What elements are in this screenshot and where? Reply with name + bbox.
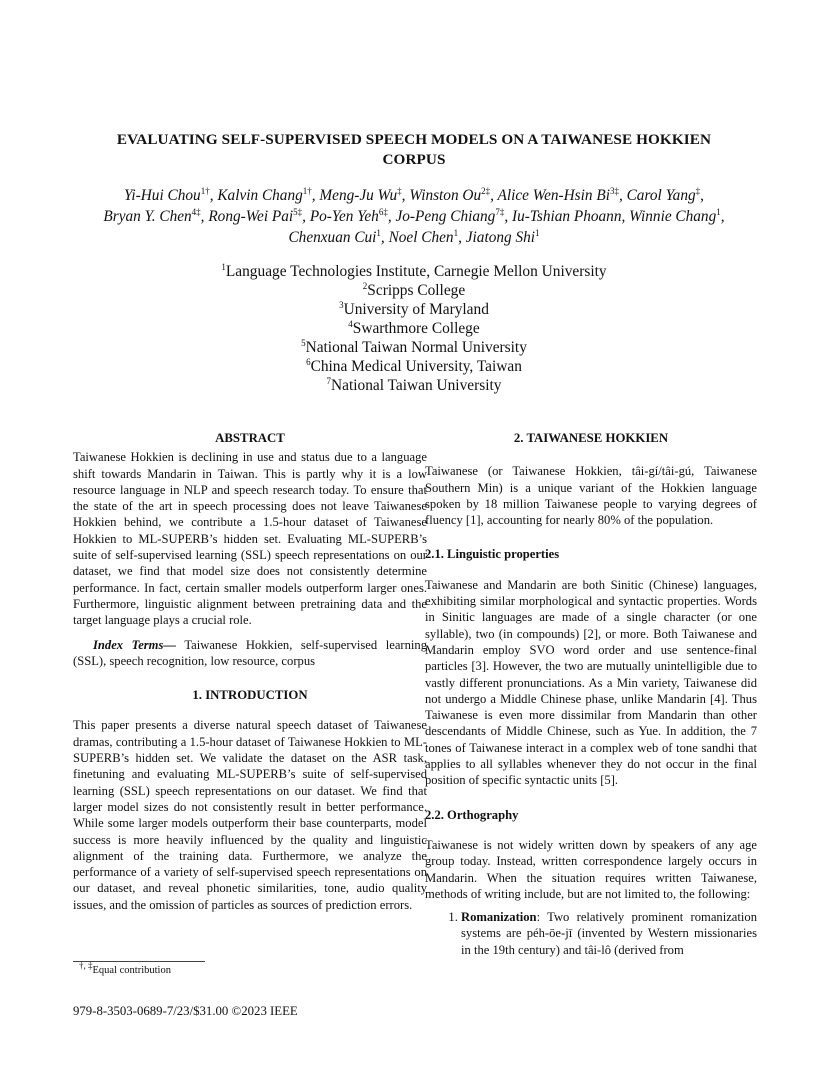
list-item bbox=[461, 909, 757, 958]
author-name: Carol Yang bbox=[626, 187, 696, 204]
affiliation-number: 7 bbox=[326, 375, 332, 386]
author-name: Yi-Hui Chou bbox=[124, 187, 201, 204]
author-list: Yi-Hui Chou$^{1\dagger}$, Kalvin Chang$^{1\dagger}$, Meng-Ju Wu‡, Winston $Ou^{2\ddagger}$, Alice Wen-Hsin $Bi^{3\ddagger}$, Carol Yang‡, Bryan Y. Chen$^{4\ddagger}$, Rong-Wei Pai$^{5\ddagger}$, Po-Yen Yeh$^{6\ddagger}$, Jo-Peng Chiang$^{7\ddagger}$, Iu-Tshian Phoann, Winnie Chang$^1$, Chenxuan Cui$^1$, Noel Chen$^1$, Jiatong Shi$^1$ bbox=[103, 185, 725, 246]
affiliation bbox=[150, 319, 678, 338]
author-name: Winston Ou bbox=[409, 187, 482, 204]
list-item-label: Romanization bbox=[461, 910, 537, 925]
author-name: Po-Yen Yeh bbox=[309, 208, 379, 225]
paper-title: EVALUATING SELF-SUPERVISED SPEECH MODELS ON A TAIWANESE HOKKIEN CORPUS bbox=[116, 131, 712, 168]
copyright-line: 979-8-3503-0689-7/23/$31.00 ©2023 IEEE bbox=[73, 1004, 298, 1018]
author-name: Kalvin Chang bbox=[217, 187, 303, 204]
author-affiliation-mark: 2‡ bbox=[481, 185, 491, 196]
author-affiliation-mark: 1 bbox=[716, 206, 721, 217]
index-terms-text: Taiwanese Hokkien, self-supervised learning (SSL), speech recognition, low resource, corpus bbox=[73, 637, 427, 668]
affiliation-number: 6 bbox=[306, 356, 311, 367]
author-affiliation-mark: 1 bbox=[376, 227, 381, 238]
left-column bbox=[73, 430, 427, 913]
section22-heading: 2.2. Orthography bbox=[425, 807, 519, 822]
author-affiliation-mark: 3‡ bbox=[609, 185, 619, 196]
list-item-text: : Two relatively prominent romanization systems are péh-ōe-jī (invented by Western missionaries in the 19th century) and tâi-lô (derived from bbox=[461, 910, 757, 957]
author-name: Rong-Wei Pai bbox=[208, 208, 294, 225]
author-name: Meng-Ju Wu bbox=[319, 187, 398, 204]
affiliation-number: 1 bbox=[221, 261, 226, 272]
affiliation-list bbox=[150, 262, 678, 395]
section22-text: Taiwanese is not widely written down by speakers of any age group today. Instead, written correspondence largely occurs in Mandarin. When the situation requires written Taiwanese, methods of writing include, but are not limited to, the following: bbox=[425, 837, 757, 901]
affiliation-number: 5 bbox=[301, 337, 306, 348]
intro-heading: 1. INTRODUCTION bbox=[192, 688, 308, 703]
abstract-heading: ABSTRACT bbox=[215, 431, 285, 445]
author-affiliation-mark: 7‡ bbox=[495, 206, 505, 217]
author-affiliation-mark: 1† bbox=[200, 185, 210, 196]
affiliation-number: 3 bbox=[339, 299, 344, 310]
section2-text: Taiwanese (or Taiwanese Hokkien, tâi-gí/tâi-gú, Taiwanese Southern Min) is a unique variant of the Hokkien language spoken by 18 million Taiwanese people to varying degrees of fluency [1], accounting for nearly 80% of the population. bbox=[425, 464, 757, 528]
footnote-text: Equal contribution bbox=[92, 965, 171, 976]
affiliation-name: Swarthmore College bbox=[352, 320, 480, 337]
section21-text: Taiwanese and Mandarin are both Sinitic (Chinese) languages, exhibiting similar morphological and syntactic properties. Words in Sinitic languages are made of a single character (or one syllable), two (in compounds) [2], or more. Both Taiwanese and Mandarin employ SVO word order and use sentence-final particles [3]. However, the two are mutually unintelligible due to vastly different pronunciations. As a Min variety, Taiwanese did not undergo a Middle Chinese phase, unlike Mandarin [4]. Thus Taiwanese is even more dissimilar from Mandarin than other descendants of Middle Chinese, such as Yue. In addition, the 7 tones of Taiwanese interact in a complex web of tone sandhi that applies to all syllables whenever they do not occur in the final position of specific syntactic units [5]. bbox=[425, 577, 757, 788]
index-terms-label: Index Terms— bbox=[93, 637, 176, 652]
index-terms bbox=[73, 637, 427, 670]
section2-heading: 2. TAIWANESE HOKKIEN bbox=[513, 431, 669, 445]
author-affiliation-mark: 1 bbox=[535, 227, 540, 238]
affiliation-number: 2 bbox=[362, 280, 368, 291]
author-affiliation-mark: 6‡ bbox=[378, 206, 388, 217]
author-affiliation-mark: 5‡ bbox=[293, 206, 303, 217]
affiliation-name: National Taiwan Normal University bbox=[305, 339, 527, 356]
author-name: Winnie Chang bbox=[629, 208, 717, 225]
footnote-marks: †, ‡ bbox=[79, 960, 93, 971]
affiliation-name: National Taiwan University bbox=[331, 377, 502, 394]
author-affiliation-mark: 1† bbox=[302, 185, 312, 196]
affiliation bbox=[150, 376, 678, 395]
footnote bbox=[79, 960, 171, 976]
author-affiliation-mark: 1 bbox=[453, 227, 459, 238]
author-name: Jiatong Shi bbox=[465, 229, 536, 246]
author-name: Noel Chen bbox=[388, 229, 454, 246]
affiliation bbox=[150, 262, 678, 281]
author-name: Iu-Tshian Phoann bbox=[511, 208, 622, 225]
author-affiliation-mark: ‡ bbox=[397, 185, 402, 196]
author-name: Chenxuan Cui bbox=[288, 229, 377, 246]
author-name: Jo-Peng Chiang bbox=[395, 208, 496, 225]
affiliation bbox=[150, 281, 678, 300]
affiliation-name: Scripps College bbox=[367, 282, 466, 299]
intro-text: This paper presents a diverse natural speech dataset of Taiwanese dramas, contributing a 1.5-hour dataset of Taiwanese Hokkien to ML-SUPERB’s hidden set. We validate the dataset on the ASR task, finetuning and evaluating ML-SUPERB’s suite of self-supervised learning (SSL) speech representations on our dataset. We find that larger model sizes do not consistently result in better performance. While some larger models outperform their base counterparts, model success is more heavily influenced by the quality and linguistic alignment of the training data. Furthermore, we analyze the performance of a variety of self-supervised speech representations on our dataset, and reveal phonetic similarities, tone, audio quality issues, and the omission of particles as sources of prediction errors. bbox=[73, 718, 427, 912]
author-name: Bryan Y. Chen bbox=[103, 208, 192, 225]
affiliation-name: China Medical University, Taiwan bbox=[310, 358, 522, 375]
author-affiliation-mark: ‡ bbox=[695, 185, 701, 196]
affiliation bbox=[150, 338, 678, 357]
affiliation-number: 4 bbox=[348, 318, 353, 329]
affiliation bbox=[150, 300, 678, 319]
section21-heading: 2.1. Linguistic properties bbox=[425, 547, 560, 562]
author-affiliation-mark: 4‡ bbox=[191, 206, 201, 217]
affiliation-name: University of Maryland bbox=[343, 301, 489, 318]
right-column bbox=[425, 430, 757, 958]
author-name: Alice Wen-Hsin Bi bbox=[497, 187, 610, 204]
orthography-list bbox=[425, 909, 757, 958]
abstract-text: Taiwanese Hokkien is declining in use and status due to a language shift towards Mandarin in Taiwan. This is partly why it is a low resource language in NLP and speech research today. To ensure that the state of the art in speech processing does not leave Taiwanese Hokkien behind, we contribute a 1.5-hour dataset of Taiwanese Hokkien to ML-SUPERB’s hidden set. Evaluating ML-SUPERB’s suite of self-supervised learning (SSL) speech representations on our dataset, we find that model size does not consistently determine performance. In fact, certain smaller models outperform larger ones. Furthermore, linguistic alignment between pretraining data and the target language plays a crucial role. bbox=[73, 450, 427, 628]
affiliation bbox=[150, 357, 678, 376]
affiliation-name: Language Technologies Institute, Carnegie Mellon University bbox=[225, 263, 607, 280]
